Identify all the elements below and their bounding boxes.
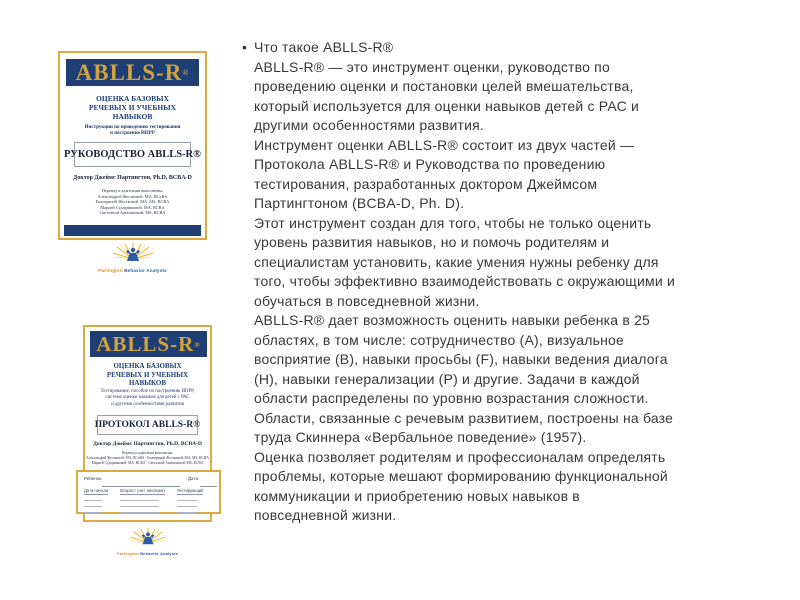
text-line: Области, связанные с речевым развитием, построены на базе	[254, 409, 674, 426]
subtitle-line: РЕЧЕВЫХ И УЧЕБНЫХ	[88, 103, 177, 112]
text-line: повседневной жизни.	[254, 507, 397, 523]
credit-line: Перевод и адаптация выполнены:	[121, 451, 174, 455]
protocol-form-panel	[76, 470, 221, 514]
logo-secondary-text: Behavior Analysts	[124, 268, 167, 273]
text-line: труда Скиннера «Вербальное поведение» (1957).	[254, 429, 587, 445]
credit-line: Марией Сударниковой, MA, BCBA · Светланой Анисимовой, MS, BCBA	[91, 460, 204, 465]
text-line: специалистам установить, какие умения нужны ребенку для	[254, 253, 659, 270]
text-line: (H), навыки генерализации (P) и другие. Задачи в каждой	[254, 370, 640, 387]
subtitle-line: НАВЫКОВ	[128, 379, 167, 388]
protocol-title-registered-mark: ®	[194, 340, 201, 350]
instruction-line: и другими особенностями развития	[111, 401, 184, 407]
text-line: коммуникации и приобретению новых навыков в	[254, 487, 580, 504]
protocol-box-label: ПРОТОКОЛ ABLLS-R®	[94, 420, 201, 430]
protocol-title-box	[94, 415, 201, 435]
protocol-cover-subtitle	[85, 362, 210, 388]
text-line: областях, в том числе: сотрудничество (A), визуальное	[254, 331, 624, 348]
form-col-tester	[177, 488, 216, 513]
subtitle-line: ОЦЕНКА БАЗОВЫХ	[96, 94, 169, 103]
partington-sunburst-icon	[107, 243, 159, 263]
form-col2-header: Возраст (лет, месяцев)	[120, 488, 165, 493]
credit-line: Александрой Жестковой, MA, BCaBA · Екатериной Жестковой, MA, MS, BCBA	[86, 455, 209, 460]
form-blank-field	[84, 507, 102, 513]
instruction-line: Тестирование, пособие по построению ИПРР,	[100, 389, 195, 394]
logo-secondary-text: Behavior Analysts	[140, 551, 179, 556]
subtitle-line: ОЦЕНКА БАЗОВЫХ	[113, 362, 182, 370]
manual-author-line: Доктор Джеймс Партингтон, Ph.D, BCBA-D	[73, 175, 192, 181]
form-date-label: Дата:	[188, 476, 200, 481]
form-blank-field	[177, 507, 198, 513]
credit-line: Светланой Анисимовой, MS, BCBA	[99, 210, 166, 216]
text-line: тестирования, разработанных доктором Джеймсом	[254, 175, 598, 192]
form-blank-field	[120, 507, 159, 513]
protocol-logo-text	[83, 551, 212, 556]
text-line: проблемы, которые мешают формированию функциональной	[254, 468, 668, 484]
protocol-credits	[85, 451, 210, 465]
text-line: того, чтобы эффективно взаимодействовать с окружающими и	[254, 273, 675, 289]
protocol-cover-title-banner	[90, 331, 207, 357]
text-line: восприятие (B), навыки просьбы (F), навыки ведения диалога	[254, 351, 668, 367]
manual-box-label: РУКОВОДСТВО ABLLS-R®	[64, 149, 201, 160]
text-line: Партингтоном (BCBA-D, Ph. D).	[254, 195, 465, 211]
text-line: Этот инструмент создан для того, чтобы не только оценить	[254, 214, 652, 231]
protocol-cover-instructions	[85, 389, 210, 408]
manual-cover-image	[58, 51, 207, 271]
text-line: Инструмент оценки ABLLS-R® состоит из двух частей —	[254, 136, 635, 153]
manual-credits	[60, 188, 205, 216]
manual-title-box	[64, 142, 201, 167]
text-line: обучаться в повседневной жизни.	[254, 292, 480, 309]
manual-cover-frame	[58, 51, 207, 240]
text-line: проведению оценки и постановки целей вмешательства,	[254, 78, 634, 94]
logo-primary-text: Partington	[116, 551, 139, 556]
form-date-field	[200, 486, 217, 487]
text-line: другими особенностями развития.	[254, 117, 485, 133]
protocol-cover-title: ABLLS-R	[96, 331, 195, 356]
manual-cover-instructions	[60, 125, 205, 137]
form-col-age	[120, 488, 177, 513]
manual-cover-title-banner	[66, 59, 199, 86]
subtitle-line: НАВЫКОВ	[112, 112, 153, 121]
manual-cover-subtitle	[60, 94, 205, 121]
text-line: области распределены по уровню возрастания сложности.	[254, 390, 649, 406]
protocol-cover-image	[83, 325, 212, 555]
manual-title-registered-mark: ®	[182, 68, 190, 78]
instruction-line: Инструкции по проведению тестирования	[84, 125, 181, 130]
protocol-author-line: Доктор Джеймс Партингтон, Ph.D, BCBA-D	[93, 441, 202, 447]
form-col1-header: Дата начала	[84, 488, 109, 493]
form-columns	[84, 488, 213, 513]
slide-body-text	[240, 38, 785, 526]
form-col-start-date	[84, 488, 120, 513]
logo-primary-text: Partington	[98, 268, 123, 273]
form-row-child-date	[84, 476, 213, 487]
credit-line: Александрой Жестковой, MA, BCaBA	[97, 193, 168, 199]
credit-line: Екатериной Жестковой, MA, MS, BCBA	[95, 199, 170, 205]
text-line: Оценка позволяет родителям и профессионалам определять	[254, 448, 666, 465]
subtitle-line: РЕЧЕВЫХ И УЧЕБНЫХ	[106, 370, 189, 379]
instruction-line: и построение ИПРР	[110, 131, 155, 136]
partington-sunburst-icon	[124, 528, 172, 546]
protocol-cover-frame	[83, 325, 212, 522]
text-line: Что такое ABLLS-R®	[254, 39, 394, 55]
manual-logo-text	[58, 268, 207, 273]
bullet-text-lines	[254, 38, 785, 526]
form-child-label: Ребенок:	[84, 476, 103, 481]
bullet-marker: •	[242, 39, 248, 55]
instruction-line: система оценки навыков для детей с РАС	[105, 395, 190, 401]
text-line: который используется для оценки навыков детей с РАС и	[254, 97, 640, 114]
text-line: ABLLS-R® — это инструмент оценки, руководство по	[254, 58, 610, 75]
manual-navy-bar	[64, 225, 201, 236]
manual-logo	[58, 243, 207, 273]
manual-cover-title: ABLLS-R	[75, 59, 183, 85]
credit-line: Перевод и адаптация выполнены:	[101, 188, 164, 193]
form-col3-header: Тестирующий	[176, 488, 204, 493]
form-child-field	[102, 486, 180, 487]
text-line: ABLLS-R® дает возможность оценить навыки ребенка в 25	[254, 312, 651, 328]
text-line: уровень развития навыков, но и помочь родителям и	[254, 234, 610, 250]
credit-line: Марией Сударниковой, MA, BCBA	[100, 204, 165, 210]
text-line: Протокола ABLLS-R® и Руководства по проведению	[254, 156, 606, 172]
protocol-logo	[83, 528, 212, 556]
